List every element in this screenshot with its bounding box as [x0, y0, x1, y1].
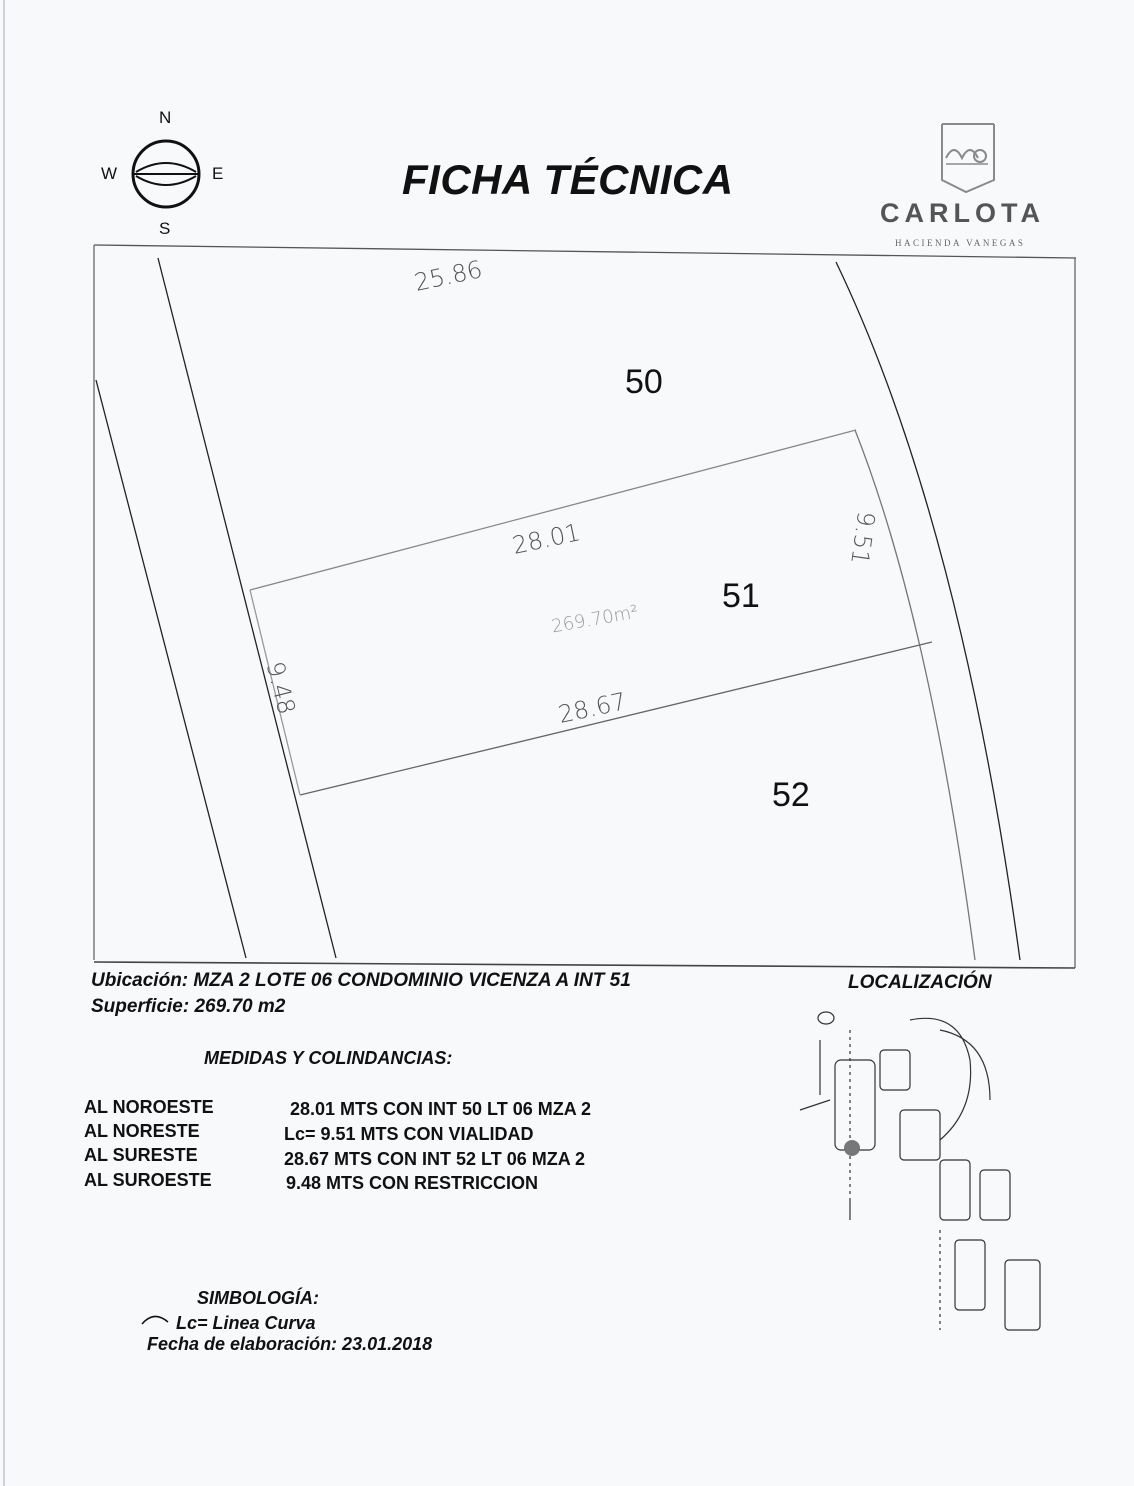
colindancia-dir-noreste: AL NORESTE	[84, 1121, 200, 1141]
dimension-northeast: 9.51	[845, 509, 881, 567]
lot-label-north: 50	[625, 363, 663, 401]
colindancia-dir-noroeste: AL NOROESTE	[84, 1097, 214, 1117]
compass-east-label: E	[212, 164, 224, 183]
colindancia-dir-suroeste: AL SUROESTE	[84, 1170, 212, 1190]
ubicacion-text: Ubicación: MZA 2 LOTE 06 CONDOMINIO VICENZA A INT 51	[91, 970, 631, 991]
colindancias-heading: MEDIDAS Y COLINDANCIAS:	[204, 1048, 453, 1068]
dimension-southeast: 28.67	[555, 687, 629, 729]
lot-label-subject: 51	[722, 577, 760, 615]
location-map	[790, 1000, 1070, 1360]
dimension-top-edge: 25.86	[411, 255, 485, 297]
dimension-northwest: 28.01	[509, 518, 583, 560]
lot-label-south: 52	[772, 776, 810, 814]
dimension-southwest: 9.48	[260, 658, 301, 718]
brand-subtitle: HACIENDA VANEGAS	[895, 238, 1026, 248]
colindancia-value-sureste: 28.67 MTS CON INT 52 LT 06 MZA 2	[284, 1149, 586, 1169]
colindancia-dir-sureste: AL SURESTE	[84, 1145, 198, 1165]
compass-north-label: N	[159, 108, 172, 127]
compass-west-label: W	[101, 164, 118, 183]
simbologia-legend: Lc= Linea Curva	[176, 1313, 316, 1333]
page-title: FICHA TÉCNICA	[402, 156, 734, 203]
brand-name: CARLOTA	[880, 198, 1045, 228]
localizacion-heading: LOCALIZACIÓN	[848, 972, 992, 993]
lot-area: 269.70m²	[549, 601, 640, 638]
curve-line-icon	[140, 1310, 172, 1326]
colindancia-value-suroeste: 9.48 MTS CON RESTRICCION	[286, 1173, 539, 1193]
simbologia-heading: SIMBOLOGÍA:	[197, 1288, 319, 1308]
superficie-text: Superficie: 269.70 m2	[91, 996, 286, 1017]
colindancia-value-noroeste: 28.01 MTS CON INT 50 LT 06 MZA 2	[290, 1099, 592, 1119]
compass-south-label: S	[159, 219, 171, 238]
fecha-elaboracion: Fecha de elaboración: 23.01.2018	[147, 1334, 433, 1354]
colindancia-value-noreste: Lc= 9.51 MTS CON VIALIDAD	[284, 1124, 534, 1144]
